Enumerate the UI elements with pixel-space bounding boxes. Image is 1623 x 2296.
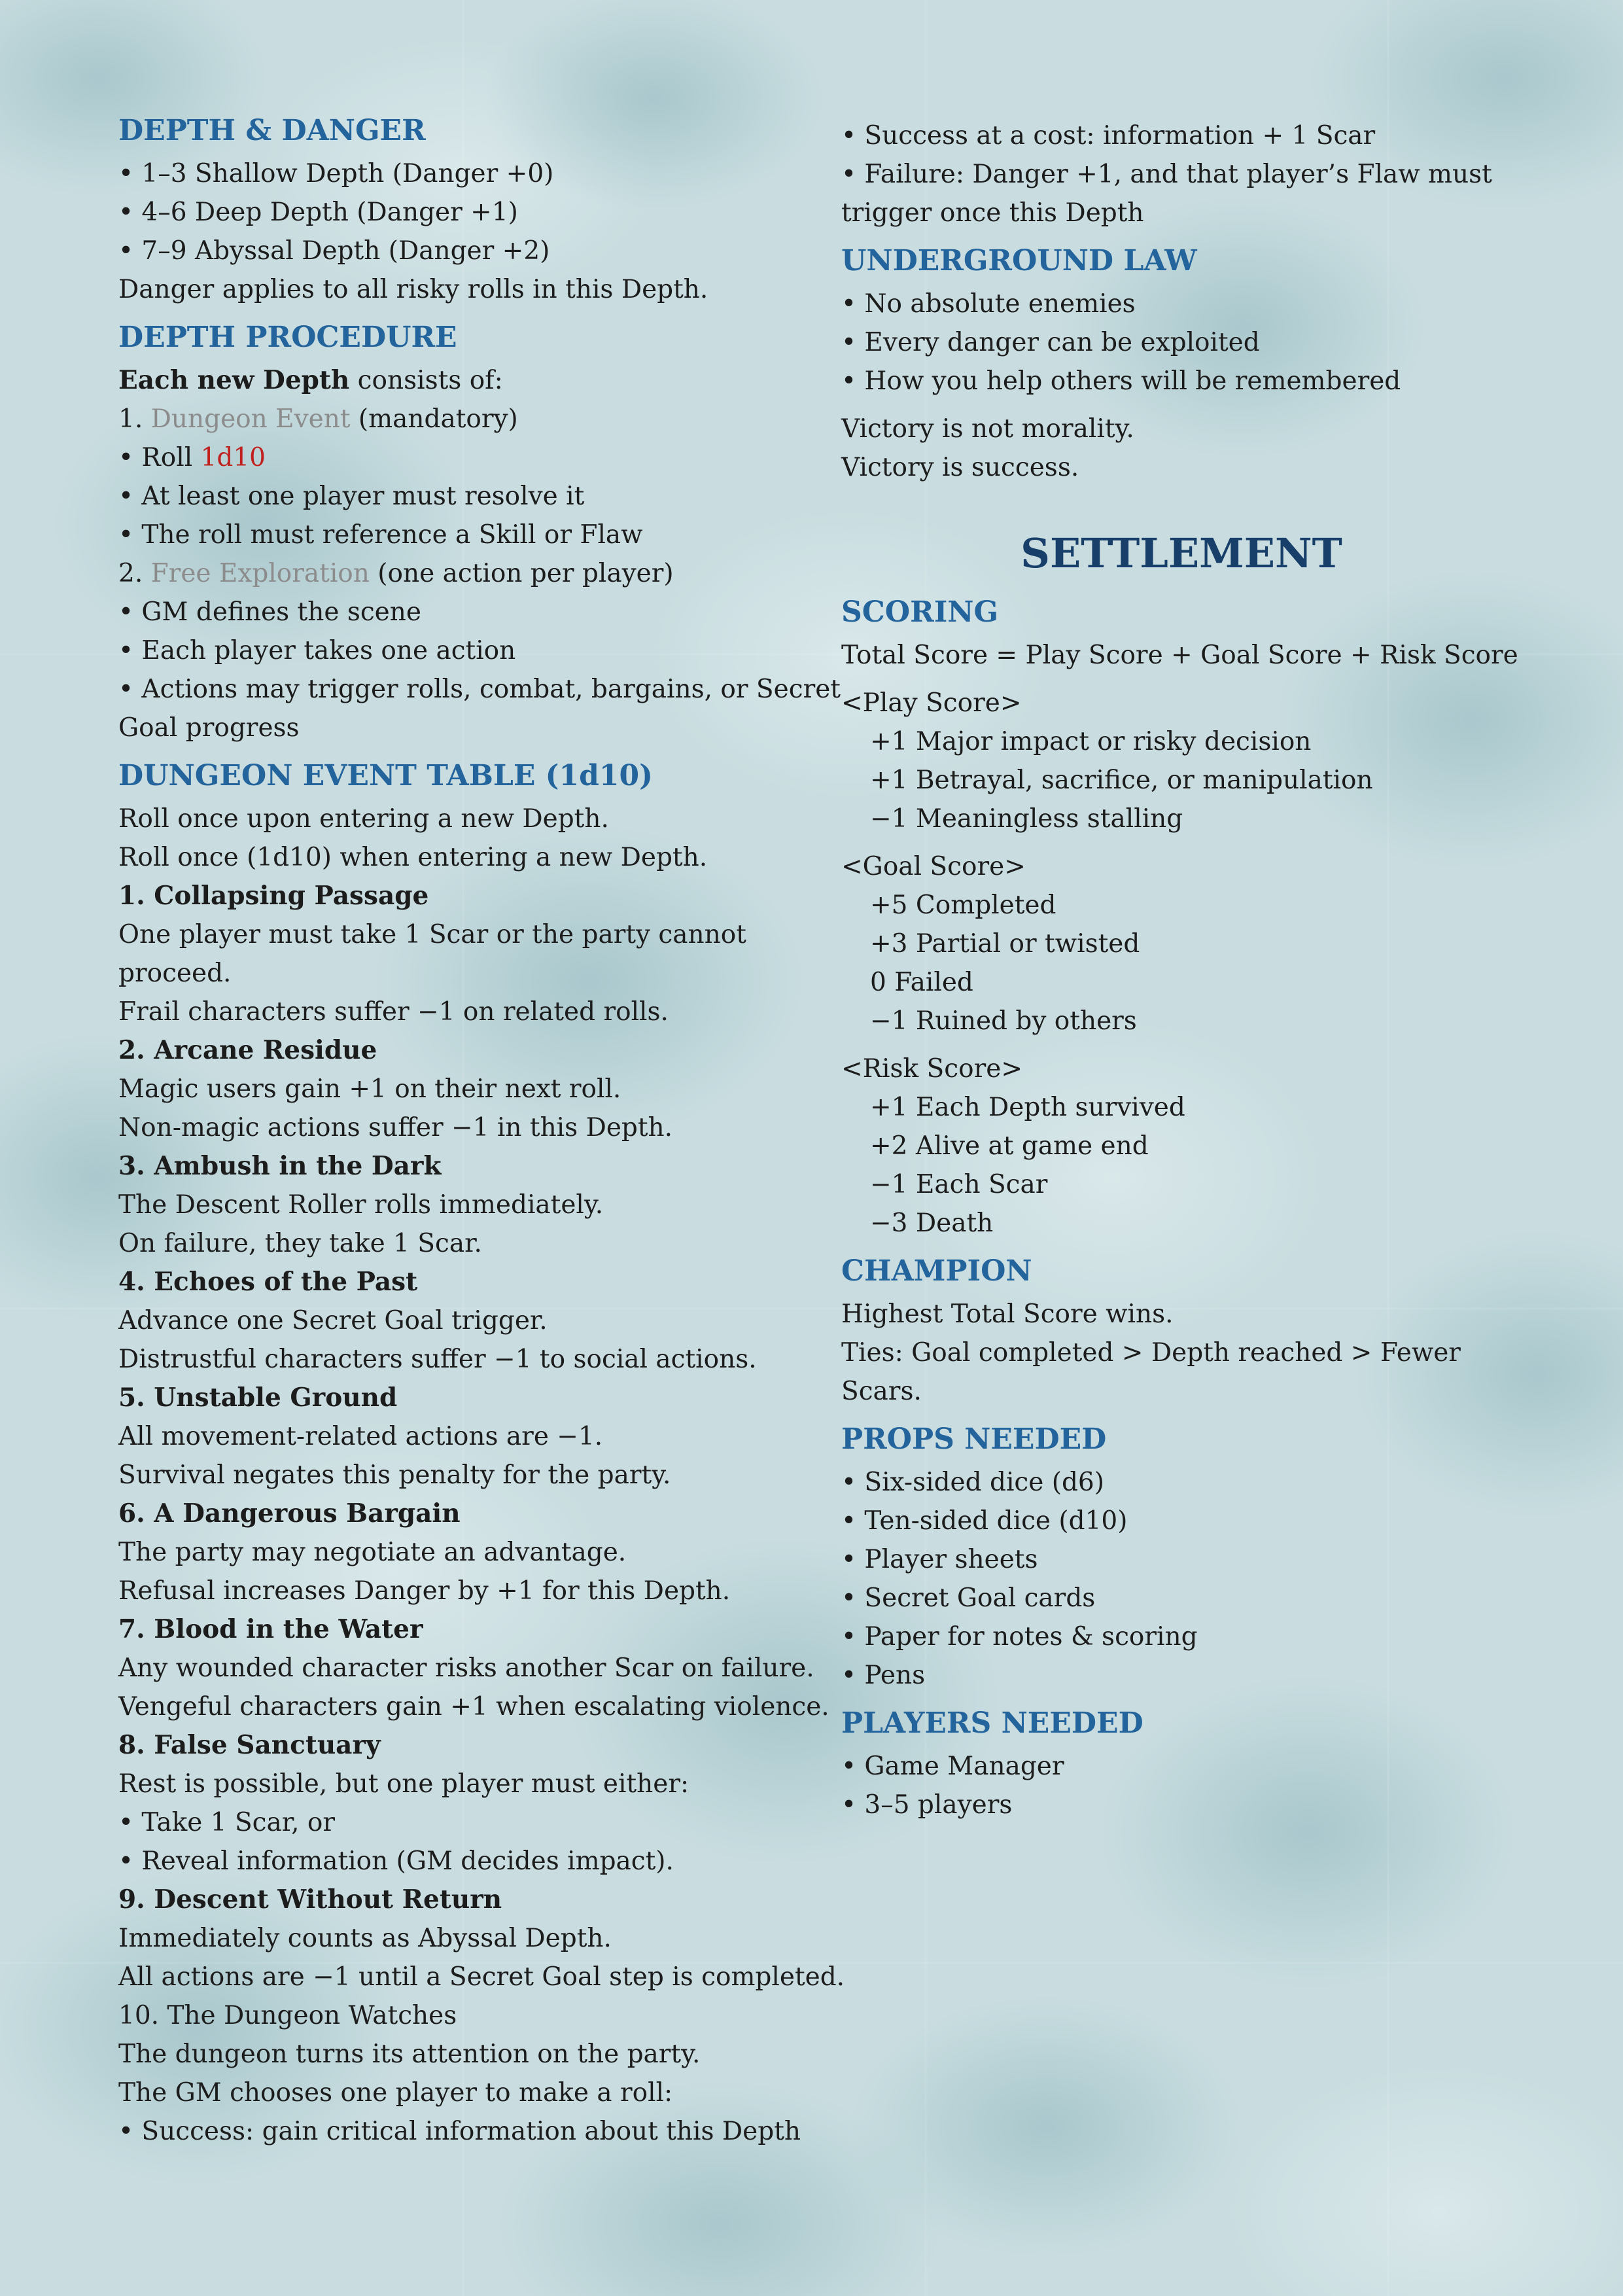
event-title: 8. False Sanctuary: [118, 1730, 381, 1760]
event-line: Magic users gain +1 on their next roll.: [118, 1074, 621, 1104]
event-line: The GM chooses one player to make a roll:: [118, 2078, 673, 2108]
procedure-intro-rest: consists of:: [349, 366, 503, 395]
event-line: Advance one Secret Goal trigger.: [118, 1306, 548, 1335]
score-formula: Total Score = Play Score + Goal Score + Risk Score: [841, 641, 1518, 670]
event-line: All actions are −1 until a Secret Goal step is completed.: [118, 1962, 845, 1992]
score-item: −3 Death: [870, 1209, 994, 1238]
free-exploration-term: Free Exploration: [150, 559, 370, 588]
score-item: +1 Major impact or risky decision: [870, 727, 1312, 756]
event-line: trigger once this Depth: [841, 198, 1144, 228]
roll-line: [118, 438, 799, 477]
score-item: 0 Failed: [870, 968, 973, 997]
champion-line: Highest Total Score wins.: [841, 1299, 1174, 1329]
event-line: The party may negotiate an advantage.: [118, 1538, 627, 1567]
step-rest: (mandatory): [350, 404, 518, 434]
step-rest: (one action per player): [369, 559, 674, 588]
event-line: One player must take 1 Scar or the party cannot: [118, 920, 746, 949]
score-item: +5 Completed: [870, 891, 1056, 920]
props-heading: PROPS NEEDED: [841, 1422, 1107, 1456]
event-line: proceed.: [118, 959, 232, 988]
event-line: Refusal increases Danger by +1 for this Depth.: [118, 1576, 731, 1606]
champion-line: Scars.: [841, 1377, 922, 1406]
list-item: Goal progress: [118, 713, 300, 743]
event-line: • Take 1 Scar, or: [118, 1808, 336, 1837]
list-item: • 7–9 Abyssal Depth (Danger +2): [118, 236, 550, 266]
event-title: 2. Arcane Residue: [118, 1035, 377, 1065]
score-item: +2 Alive at game end: [870, 1131, 1149, 1161]
event-line: Frail characters suffer −1 on related rolls.: [118, 997, 669, 1027]
event-line: • Success: gain critical information about this Depth: [118, 2117, 801, 2146]
risk-score-label: <Risk Score>: [841, 1054, 1022, 1084]
list-item: • Actions may trigger rolls, combat, bargains, or Secret: [118, 675, 841, 704]
dice-term: 1d10: [200, 443, 266, 472]
score-item: +1 Betrayal, sacrifice, or manipulation: [870, 766, 1373, 795]
score-item: +1 Each Depth survived: [870, 1093, 1185, 1122]
scoring-heading: SCORING: [841, 595, 999, 629]
list-item: • 4–6 Deep Depth (Danger +1): [118, 198, 518, 227]
score-item: −1 Meaningless stalling: [870, 804, 1183, 834]
score-item: −1 Ruined by others: [870, 1006, 1137, 1036]
score-item: −1 Each Scar: [870, 1170, 1048, 1199]
step-number: 2.: [118, 559, 151, 588]
play-score-label: <Play Score>: [841, 688, 1022, 718]
event-title: 3. Ambush in the Dark: [118, 1151, 442, 1181]
event-line: Vengeful characters gain +1 when escalating violence.: [118, 1692, 829, 1722]
list-item: • Game Manager: [841, 1752, 1064, 1781]
procedure-intro-bold: Each new Depth: [118, 365, 350, 395]
right-column: [841, 116, 1522, 1824]
list-item: • Ten-sided dice (d10): [841, 1506, 1128, 1536]
settlement-title: SETTLEMENT: [1021, 529, 1342, 577]
event-line: All movement-related actions are −1.: [118, 1422, 603, 1451]
depth-danger-heading: DEPTH & DANGER: [118, 114, 426, 147]
list-item: • How you help others will be remembered: [841, 366, 1401, 396]
event-line: Rest is possible, but one player must either:: [118, 1769, 689, 1799]
depth-procedure-heading: DEPTH PROCEDURE: [118, 321, 457, 354]
event-line: Any wounded character risks another Scar on failure.: [118, 1653, 814, 1683]
score-item: +3 Partial or twisted: [870, 929, 1140, 959]
event-title: 1. Collapsing Passage: [118, 881, 429, 911]
list-item: • Secret Goal cards: [841, 1583, 1096, 1613]
list-item: • The roll must reference a Skill or Flaw: [118, 520, 643, 550]
event-line: Survival negates this penalty for the party.: [118, 1460, 671, 1490]
event-line: Distrustful characters suffer −1 to social actions.: [118, 1345, 757, 1374]
list-item: • Pens: [841, 1661, 926, 1690]
players-heading: PLAYERS NEEDED: [841, 1706, 1143, 1740]
event-line: • Reveal information (GM decides impact).: [118, 1846, 674, 1876]
event-line: Immediately counts as Abyssal Depth.: [118, 1924, 612, 1953]
danger-note: Danger applies to all risky rolls in this Depth.: [118, 275, 708, 304]
event-line: The Descent Roller rolls immediately.: [118, 1190, 604, 1220]
event-title: 7. Blood in the Water: [118, 1614, 423, 1644]
goal-score-label: <Goal Score>: [841, 852, 1026, 881]
list-item: • 1–3 Shallow Depth (Danger +0): [118, 159, 554, 188]
champion-heading: CHAMPION: [841, 1254, 1032, 1288]
event-title: 6. A Dangerous Bargain: [118, 1498, 461, 1528]
step-number: 1.: [118, 404, 151, 434]
event-title: 4. Echoes of the Past: [118, 1267, 418, 1297]
law-closing: Victory is success.: [841, 453, 1079, 482]
event-intro: Roll once upon entering a new Depth.: [118, 804, 609, 834]
event-line: • Failure: Danger +1, and that player’s Flaw must: [841, 160, 1492, 189]
underground-law-heading: UNDERGROUND LAW: [841, 244, 1197, 277]
event-title: 10. The Dungeon Watches: [118, 2001, 457, 2030]
procedure-step-1: [118, 400, 799, 438]
event-title: 9. Descent Without Return: [118, 1884, 502, 1915]
list-item: • No absolute enemies: [841, 289, 1136, 319]
list-item: • Player sheets: [841, 1545, 1038, 1574]
champion-line: Ties: Goal completed > Depth reached > Fewer: [841, 1338, 1461, 1368]
list-item: • Each player takes one action: [118, 636, 516, 665]
event-intro: Roll once (1d10) when entering a new Depth.: [118, 843, 708, 872]
dungeon-event-term: Dungeon Event: [150, 404, 351, 434]
list-item: • Six-sided dice (d6): [841, 1468, 1104, 1497]
list-item: • GM defines the scene: [118, 597, 421, 627]
roll-prefix: • Roll: [118, 443, 201, 472]
event-line: On failure, they take 1 Scar.: [118, 1229, 482, 1258]
list-item: • At least one player must resolve it: [118, 482, 585, 511]
list-item: • 3–5 players: [841, 1790, 1013, 1820]
list-item: • Every danger can be exploited: [841, 328, 1260, 357]
event-title: 5. Unstable Ground: [118, 1383, 398, 1413]
event-table-heading: DUNGEON EVENT TABLE (1d10): [118, 759, 653, 792]
procedure-step-2: [118, 554, 799, 593]
event-line: Non-magic actions suffer −1 in this Depth.: [118, 1113, 673, 1142]
list-item: • Paper for notes & scoring: [841, 1622, 1198, 1651]
left-column: [118, 111, 845, 2151]
law-closing: Victory is not morality.: [841, 414, 1134, 444]
event-line: The dungeon turns its attention on the party.: [118, 2040, 701, 2069]
event-line: • Success at a cost: information + 1 Scar: [841, 121, 1376, 150]
procedure-intro: [118, 361, 799, 400]
